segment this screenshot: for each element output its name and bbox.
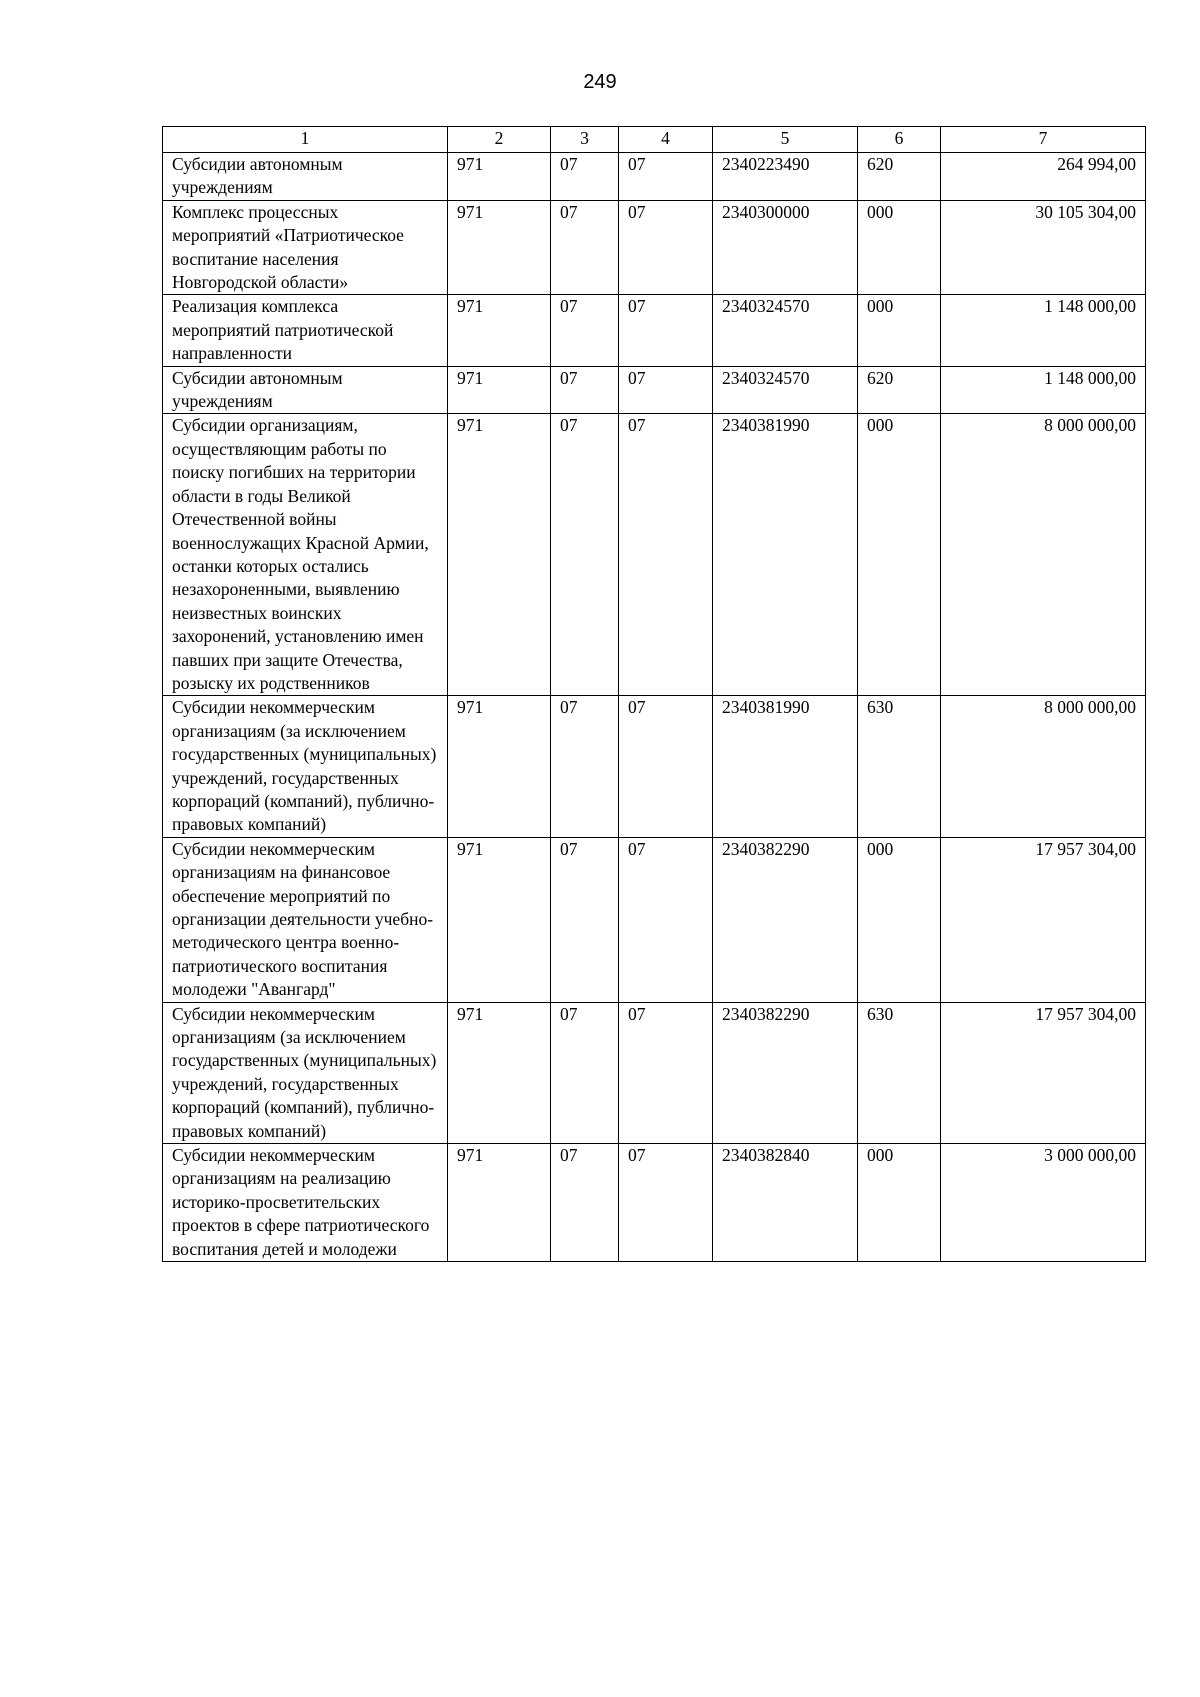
table-row	[163, 696, 1146, 837]
row-code-6: 000	[858, 200, 941, 295]
row-code-5: 2340381990	[713, 696, 858, 837]
row-code-5: 2340324570	[713, 366, 858, 414]
row-code-6: 000	[858, 1144, 941, 1262]
row-code-5: 2340382290	[713, 1002, 858, 1143]
column-header: 3	[551, 127, 619, 153]
row-code-2: 971	[448, 837, 551, 1002]
row-code-2: 971	[448, 414, 551, 696]
column-header: 6	[858, 127, 941, 153]
table-row	[163, 1144, 1146, 1262]
table-row	[163, 1002, 1146, 1143]
budget-table	[162, 126, 1146, 1262]
row-code-6: 000	[858, 837, 941, 1002]
row-name: Субсидии автономным учреждениям	[163, 366, 448, 414]
row-code-3: 07	[551, 366, 619, 414]
table-row	[163, 837, 1146, 1002]
row-code-2: 971	[448, 1144, 551, 1262]
row-code-3: 07	[551, 153, 619, 201]
row-name: Субсидии автономным учреждениям	[163, 153, 448, 201]
row-amount: 30 105 304,00	[941, 200, 1146, 295]
row-code-4: 07	[619, 1002, 713, 1143]
table-row	[163, 295, 1146, 366]
row-code-4: 07	[619, 366, 713, 414]
column-header: 2	[448, 127, 551, 153]
row-code-4: 07	[619, 414, 713, 696]
row-amount: 8 000 000,00	[941, 696, 1146, 837]
row-code-4: 07	[619, 153, 713, 201]
row-code-5: 2340324570	[713, 295, 858, 366]
row-code-2: 971	[448, 153, 551, 201]
table-row	[163, 200, 1146, 295]
column-header: 5	[713, 127, 858, 153]
row-code-6: 000	[858, 414, 941, 696]
row-amount: 264 994,00	[941, 153, 1146, 201]
table-row	[163, 414, 1146, 696]
row-code-5: 2340381990	[713, 414, 858, 696]
row-code-4: 07	[619, 1144, 713, 1262]
row-code-4: 07	[619, 837, 713, 1002]
row-name: Комплекс процессных мероприятий «Патриотическое воспитание населения Новгородской области»	[163, 200, 448, 295]
row-code-6: 620	[858, 366, 941, 414]
row-amount: 8 000 000,00	[941, 414, 1146, 696]
row-code-3: 07	[551, 1144, 619, 1262]
page-number: 249	[583, 71, 617, 93]
row-code-2: 971	[448, 1002, 551, 1143]
row-code-2: 971	[448, 366, 551, 414]
row-code-6: 000	[858, 295, 941, 366]
row-code-3: 07	[551, 295, 619, 366]
row-code-4: 07	[619, 295, 713, 366]
row-code-4: 07	[619, 696, 713, 837]
row-code-3: 07	[551, 414, 619, 696]
row-name: Субсидии некоммерческим организациям (за исключением государственных (муниципальных) учреждений, государственных корпораций (компаний), публично-правовых компаний)	[163, 1002, 448, 1143]
row-code-3: 07	[551, 1002, 619, 1143]
row-code-6: 630	[858, 1002, 941, 1143]
row-name: Субсидии организациям, осуществляющим работы по поиску погибших на территории области в годы Великой Отечественной войны военнослужащих Красной Армии, останки которых остались незахороненными, выявлению неизвестных воинских захоронений, установлению имен павших при защите Отечества, розыску их родственников	[163, 414, 448, 696]
row-amount: 1 148 000,00	[941, 295, 1146, 366]
row-code-6: 620	[858, 153, 941, 201]
row-code-5: 2340300000	[713, 200, 858, 295]
row-code-5: 2340223490	[713, 153, 858, 201]
column-header: 7	[941, 127, 1146, 153]
row-name: Субсидии некоммерческим организациям (за исключением государственных (муниципальных) учреждений, государственных корпораций (компаний), публично-правовых компаний)	[163, 696, 448, 837]
row-code-5: 2340382840	[713, 1144, 858, 1262]
row-code-3: 07	[551, 200, 619, 295]
row-amount: 1 148 000,00	[941, 366, 1146, 414]
row-amount: 17 957 304,00	[941, 1002, 1146, 1143]
row-code-6: 630	[858, 696, 941, 837]
header-row	[163, 127, 1146, 153]
column-header: 1	[163, 127, 448, 153]
row-name: Реализация комплекса мероприятий патриотической направленности	[163, 295, 448, 366]
table-row	[163, 366, 1146, 414]
row-code-3: 07	[551, 696, 619, 837]
row-code-4: 07	[619, 200, 713, 295]
row-code-5: 2340382290	[713, 837, 858, 1002]
row-amount: 17 957 304,00	[941, 837, 1146, 1002]
row-code-2: 971	[448, 295, 551, 366]
row-name: Субсидии некоммерческим организациям на финансовое обеспечение мероприятий по организации деятельности учебно-методического центра военно-патриотического воспитания молодежи "Авангард"	[163, 837, 448, 1002]
row-code-2: 971	[448, 200, 551, 295]
table-row	[163, 153, 1146, 201]
row-name: Субсидии некоммерческим организациям на реализацию историко-просветительских проектов в сфере патриотического воспитания детей и молодежи	[163, 1144, 448, 1262]
row-code-2: 971	[448, 696, 551, 837]
row-code-3: 07	[551, 837, 619, 1002]
row-amount: 3 000 000,00	[941, 1144, 1146, 1262]
column-header: 4	[619, 127, 713, 153]
